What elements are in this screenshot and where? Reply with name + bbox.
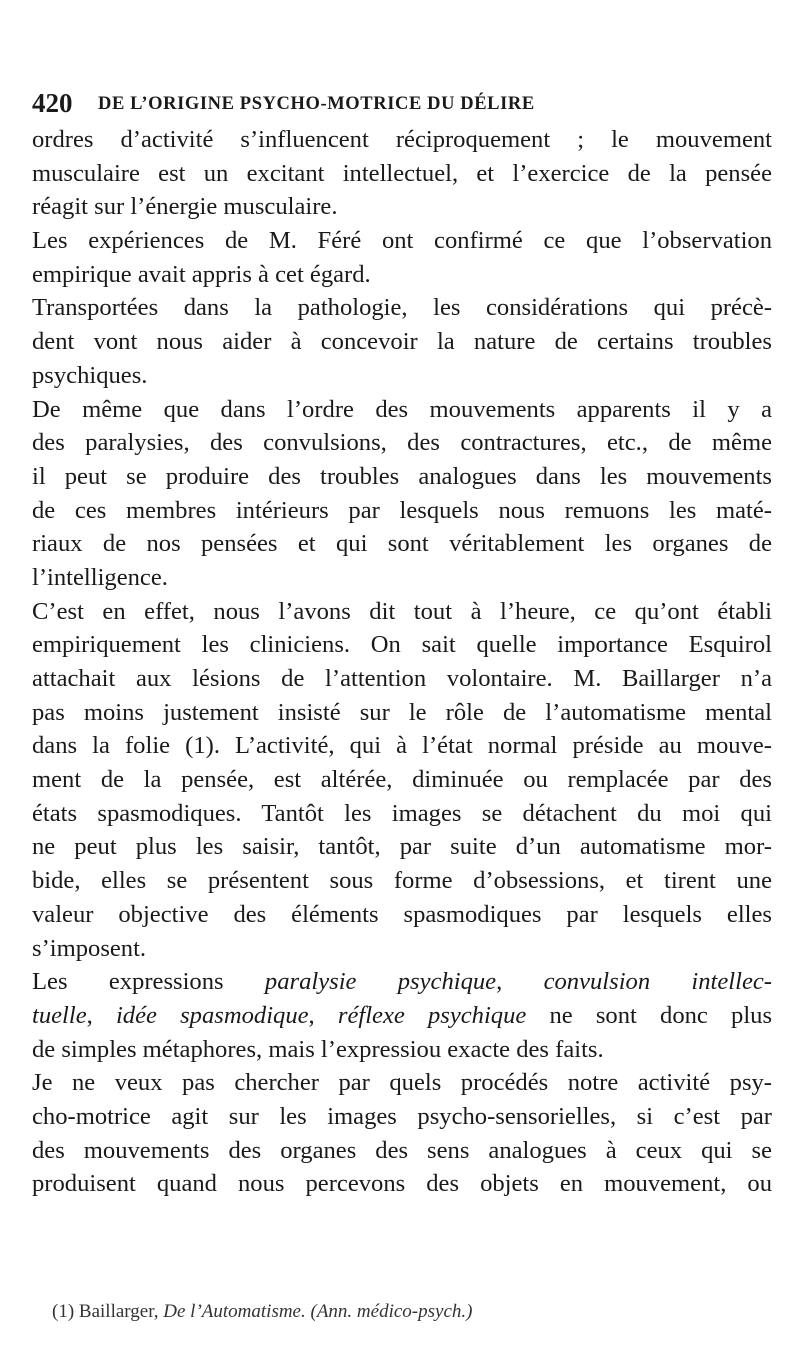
body-text	[32, 123, 772, 1201]
text-line: réagit sur l’énergie musculaire.	[32, 193, 338, 221]
text-line: s’imposent.	[32, 934, 147, 962]
text-line: bide, elles se présentent sous forme d’obsessions, et tirent une	[32, 867, 772, 895]
italic-phrase: tuelle	[32, 1001, 87, 1029]
text-line: psychiques.	[32, 361, 148, 389]
footnote	[52, 1300, 772, 1324]
text-line: musculaire est un excitant intellectuel, et l’exercice de la pensée	[32, 159, 772, 187]
text-line: De même que dans l’ordre des mouvements apparents il y a	[32, 395, 772, 423]
text-line-with-italics: tuelle, idée spasmodique, réflexe psychique ne sont donc plus	[32, 1001, 773, 1029]
text-line: empirique avait appris à cet égard.	[32, 260, 371, 288]
text-line: dans la folie (1). L’activité, qui à l’état normal préside au mouve-	[32, 732, 772, 760]
italic-phrase: réflexe psychique	[337, 1001, 527, 1029]
page-header	[32, 88, 772, 122]
text-line: des paralysies, des convulsions, des contractures, etc., de même	[32, 429, 772, 457]
text-line: Les expériences de M. Féré ont confirmé ce que l’observation	[32, 227, 772, 255]
footnote-author: (1) Baillarger,	[52, 1301, 159, 1322]
text-line: il peut se produire des troubles analogues dans les mouvements	[32, 462, 772, 490]
text-line-with-italics: Les expressions paralysie psychique, convulsion intellec-	[32, 968, 772, 996]
text-line: riaux de nos pensées et qui sont véritablement les organes de	[32, 530, 772, 558]
text-line: ment de la pensée, est altérée, diminuée ou remplacée par des	[32, 766, 772, 794]
text-line: de simples métaphores, mais l’expressiou exacte des faits.	[32, 1035, 604, 1063]
text-line: l’intelligence.	[32, 563, 168, 591]
text-line: ne peut plus les saisir, tantôt, par suite d’un automatisme mor-	[32, 833, 772, 861]
italic-phrase: idée spasmodique	[115, 1001, 309, 1029]
text-line: dent vont nous aider à concevoir la nature de certains troubles	[32, 328, 772, 356]
text-line: C’est en effet, nous l’avons dit tout à l’heure, ce qu’ont établi	[32, 597, 772, 625]
text-line: pas moins justement insisté sur le rôle de l’automatisme mental	[32, 698, 772, 726]
text-line: de ces membres intérieurs par lesquels nous remuons les maté-	[32, 496, 772, 524]
text-line: cho-motrice agit sur les images psycho-sensorielles, si c’est par	[32, 1102, 772, 1130]
text-line: des mouvements des organes des sens analogues à ceux qui se	[32, 1136, 772, 1164]
text-line: empiriquement les cliniciens. On sait quelle importance Esquirol	[32, 631, 772, 659]
text-line: Transportées dans la pathologie, les considérations qui précè-	[32, 294, 772, 322]
page-number: 420	[32, 88, 73, 118]
text-line: produisent quand nous percevons des objets en mouvement, ou	[32, 1170, 772, 1198]
text-line: Je ne veux pas chercher par quels procédés notre activité psy-	[32, 1069, 772, 1097]
text-line: valeur objective des éléments spasmodiques par lesquels elles	[32, 900, 772, 928]
text-line: attachait aux lésions de l’attention volontaire. M. Baillarger n’a	[32, 665, 772, 692]
text-line: ordres d’activité s’influencent réciproquement ; le mouvement	[32, 126, 772, 153]
running-title: DE L’ORIGINE PSYCHO-MOTRICE DU DÉLIRE	[98, 94, 535, 114]
footnote-title: De l’Automatisme. (Ann. médico-psych.)	[163, 1301, 473, 1322]
italic-phrase: paralysie psychique	[264, 968, 497, 996]
italic-phrase: convulsion intellec-	[543, 968, 772, 996]
text-line: états spasmodiques. Tantôt les images se détachent du moi qui	[32, 799, 772, 827]
